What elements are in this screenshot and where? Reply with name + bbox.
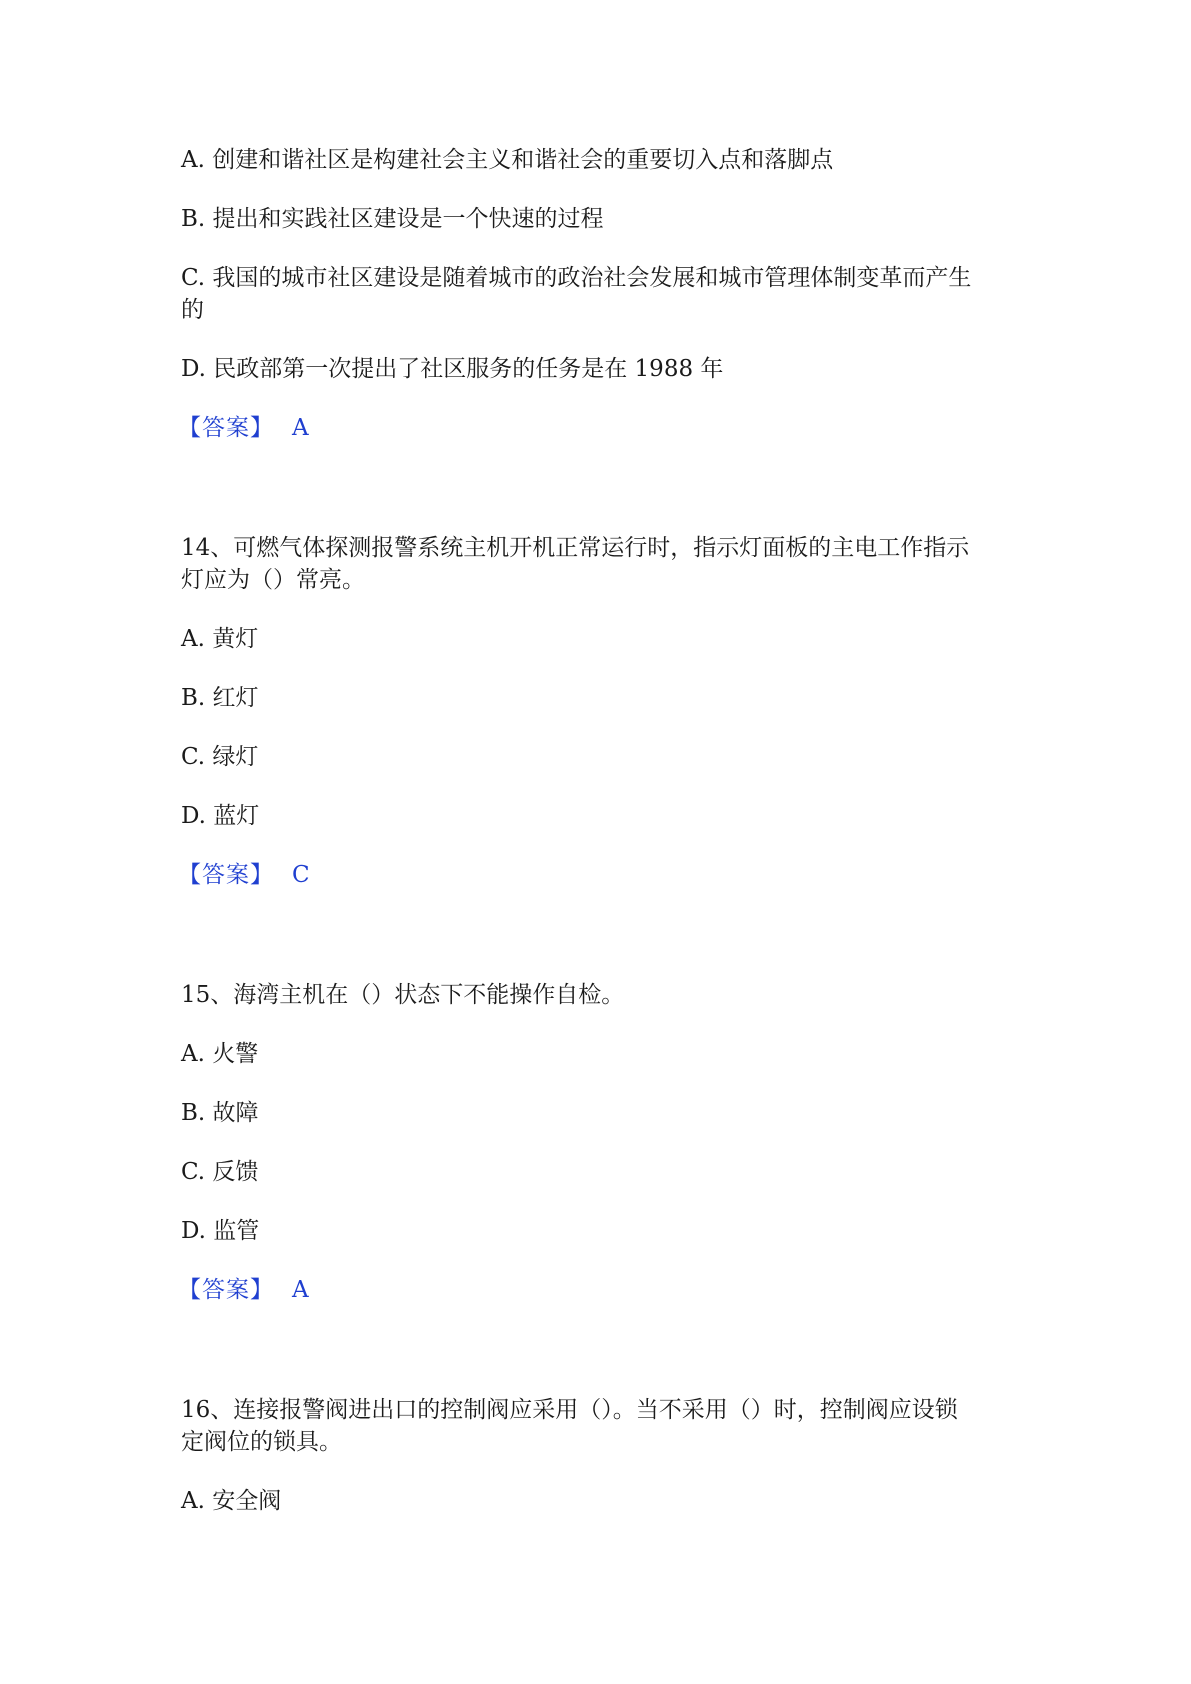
q15-option-c: C. 反馈 bbox=[181, 1159, 259, 1185]
q15-option-a: A. 火警 bbox=[181, 1041, 259, 1067]
q14-option-c: C. 绿灯 bbox=[181, 744, 259, 770]
q15-question: 15、海湾主机在（）状态下不能操作自检。 bbox=[181, 982, 625, 1008]
q13-option-b: B. 提出和实践社区建设是一个快速的过程 bbox=[181, 206, 604, 232]
answer-value: C bbox=[292, 862, 310, 888]
answer-tag: 【答案】 bbox=[178, 1277, 274, 1303]
q14-answer bbox=[178, 859, 310, 891]
q14-option-b: B. 红灯 bbox=[181, 685, 259, 711]
answer-tag: 【答案】 bbox=[178, 862, 274, 888]
q16-question-line2: 定阀位的锁具。 bbox=[181, 1429, 342, 1455]
q16-question-line1: 16、连接报警阀进出口的控制阀应采用（）。当不采用（）时，控制阀应设锁 bbox=[181, 1397, 958, 1423]
q15-option-b: B. 故障 bbox=[181, 1100, 259, 1126]
q13-option-a: A. 创建和谐社区是构建社会主义和谐社会的重要切入点和落脚点 bbox=[181, 147, 834, 173]
answer-value: A bbox=[292, 415, 309, 441]
q13-option-d: D. 民政部第一次提出了社区服务的任务是在 1988 年 bbox=[181, 356, 724, 382]
q14-question-line2: 灯应为（）常亮。 bbox=[181, 567, 365, 593]
q13-option-c-line2: 的 bbox=[181, 297, 204, 323]
q14-question-line1: 14、可燃气体探测报警系统主机开机正常运行时，指示灯面板的主电工作指示 bbox=[181, 535, 970, 561]
q14-option-a: A. 黄灯 bbox=[181, 626, 259, 652]
answer-value: A bbox=[292, 1277, 309, 1303]
q15-option-d: D. 监管 bbox=[181, 1218, 260, 1244]
q13-answer bbox=[178, 412, 309, 444]
q14-option-d: D. 蓝灯 bbox=[181, 803, 260, 829]
q16-option-a: A. 安全阀 bbox=[181, 1488, 282, 1514]
q13-option-c-line1: C. 我国的城市社区建设是随着城市的政治社会发展和城市管理体制变革而产生 bbox=[181, 265, 972, 291]
answer-tag: 【答案】 bbox=[178, 415, 274, 441]
q15-answer bbox=[178, 1274, 309, 1306]
